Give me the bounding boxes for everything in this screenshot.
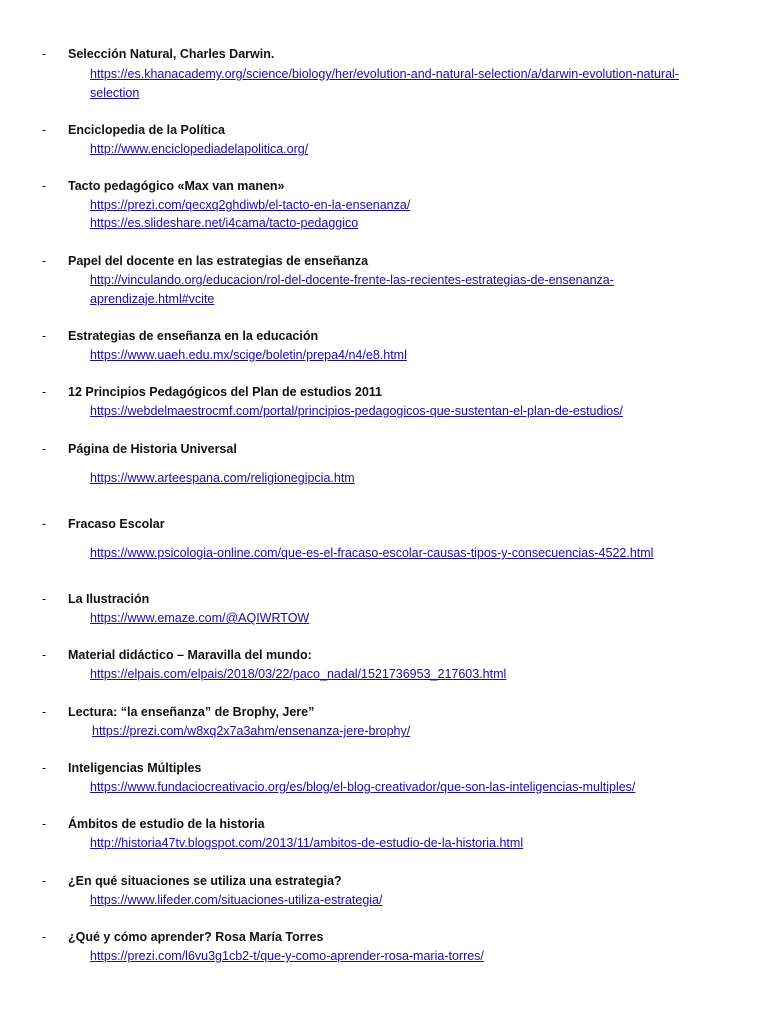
entry-link[interactable]: https://www.fundaciocreativacio.org/es/blog/el-blog-creativador/que-son-las-inteligencias-multiples/ [90, 780, 636, 794]
entry-title: Fracaso Escolar [68, 517, 165, 531]
bullet-dash: - [42, 385, 47, 399]
entry-link[interactable]: http://vinculando.org/educacion/rol-del-docente-frente-las-recientes-estrategias-de-ensenanza- [90, 273, 614, 287]
entry-link[interactable]: https://www.emaze.com/@AQIWRTOW [90, 611, 310, 625]
entry-title: Papel del docente en las estrategias de enseñanza [68, 254, 369, 268]
entry-title: Lectura: “la enseñanza” de Brophy, Jere” [68, 705, 315, 719]
entry-link[interactable]: https://www.uaeh.edu.mx/scige/boletin/prepa4/n4/e8.html [90, 348, 407, 362]
bullet-dash: - [42, 705, 47, 719]
entry-title: Inteligencias Múltiples [68, 761, 202, 775]
entry-link[interactable]: https://prezi.com/w8xq2x7a3ahm/ensenanza-jere-brophy/ [92, 724, 411, 738]
entry-title: Selección Natural, Charles Darwin. [68, 47, 275, 61]
entry-link[interactable]: http://historia47tv.blogspot.com/2013/11/ambitos-de-estudio-de-la-historia.html [90, 836, 524, 850]
bullet-dash: - [42, 47, 47, 61]
bullet-dash: - [42, 254, 47, 268]
entry-title: Material didáctico – Maravilla del mundo: [68, 648, 312, 662]
bullet-dash: - [42, 123, 47, 137]
entry-title: Página de Historia Universal [68, 442, 237, 456]
entry-title: Ámbitos de estudio de la historia [68, 817, 265, 831]
entry-link-continued[interactable]: aprendizaje.html#vcite [90, 292, 215, 306]
entry-title: 12 Principios Pedagógicos del Plan de estudios 2011 [68, 385, 383, 399]
entry-link[interactable]: https://www.lifeder.com/situaciones-utiliza-estrategia/ [90, 893, 383, 907]
bullet-dash: - [42, 442, 47, 456]
entry-link-continued[interactable]: selection [90, 86, 140, 100]
entry-link[interactable]: https://prezi.com/qecxq2ghdiwb/el-tacto-en-la-ensenanza/ [90, 198, 411, 212]
entry-title: La Ilustración [68, 592, 150, 606]
entry-link[interactable]: https://www.psicologia-online.com/que-es-el-fracaso-escolar-causas-tipos-y-consecuencias-4522.html [90, 546, 654, 560]
bullet-dash: - [42, 648, 47, 662]
entry-link[interactable]: https://es.khanacademy.org/science/biology/her/evolution-and-natural-selection/a/darwin-evolution-natural- [90, 67, 679, 81]
entry-link[interactable]: https://prezi.com/l6vu3g1cb2-t/que-y-como-aprender-rosa-maria-torres/ [90, 949, 484, 963]
entry-title: ¿En qué situaciones se utiliza una estrategia? [68, 874, 342, 888]
entry-link[interactable]: https://webdelmaestrocmf.com/portal/principios-pedagogicos-que-sustentan-el-plan-de-estudios/ [90, 404, 623, 418]
bullet-dash: - [42, 874, 47, 888]
entry-title: ¿Qué y cómo aprender? Rosa María Torres [68, 930, 324, 944]
entry-link[interactable]: https://es.slideshare.net/i4cama/tacto-pedaggico [90, 216, 359, 230]
bullet-dash: - [42, 761, 47, 775]
entry-link[interactable]: http://www.enciclopediadelapolitica.org/ [90, 142, 309, 156]
bullet-dash: - [42, 930, 47, 944]
bullet-dash: - [42, 592, 47, 606]
entry-title: Enciclopedia de la Política [68, 123, 225, 137]
bullet-dash: - [42, 517, 47, 531]
bullet-dash: - [42, 179, 47, 193]
entry-title: Tacto pedagógico «Max van manen» [68, 179, 285, 193]
entry-link[interactable]: https://www.arteespana.com/religionegipcia.htm [90, 471, 355, 485]
entry-link[interactable]: https://elpais.com/elpais/2018/03/22/paco_nadal/1521736953_217603.html [90, 667, 507, 681]
bullet-dash: - [42, 329, 47, 343]
bullet-dash: - [42, 817, 47, 831]
entry-title: Estrategias de enseñanza en la educación [68, 329, 319, 343]
